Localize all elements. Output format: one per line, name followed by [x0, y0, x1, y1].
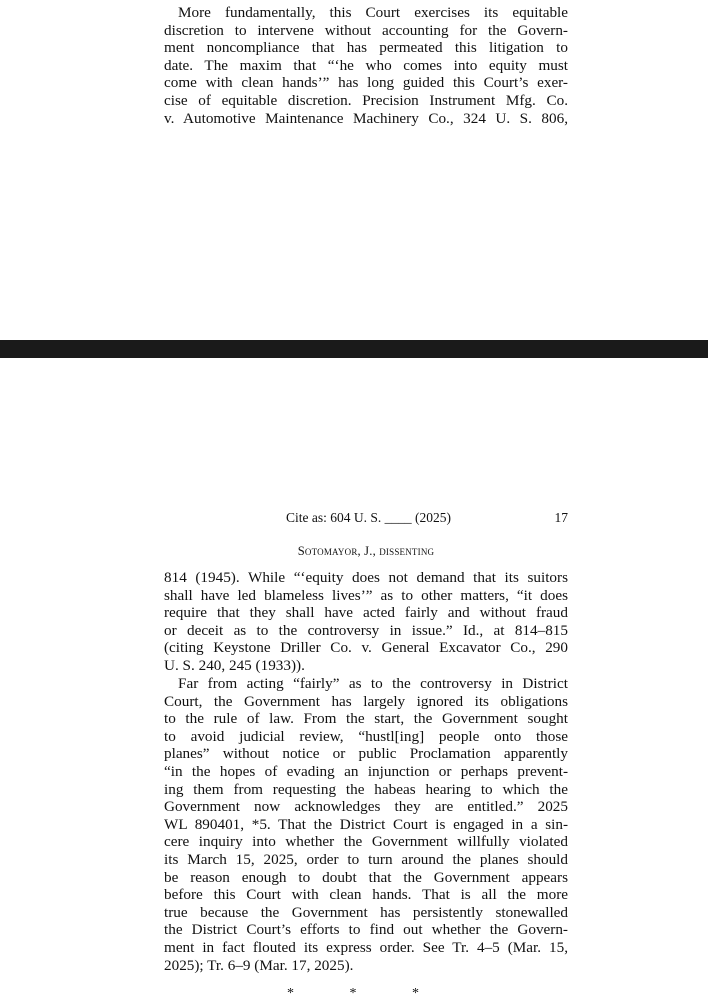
text-line: Court, the Government has largely ignored its obligations — [164, 692, 568, 710]
text-line: its March 15, 2025, order to turn around the planes should — [164, 850, 568, 868]
text-line: ing them from requesting the habeas hearing to which the — [164, 780, 568, 798]
text-line: cere inquiry into whether the Government willfully violated — [164, 833, 568, 851]
text-line: shall have led blameless lives’” as to other matters, “it does — [164, 586, 568, 604]
text-line: to avoid judicial review, “hustl[ing] people onto those — [164, 727, 568, 745]
paragraph-2 — [164, 675, 568, 974]
paragraph-1 — [164, 569, 568, 675]
text-line: Far from acting “fairly” as to the controversy in District — [178, 675, 568, 692]
citation-header: Cite as: 604 U. S. ____ (2025) — [286, 510, 451, 525]
top-page-fragment — [0, 0, 708, 340]
top-paragraph — [164, 4, 568, 127]
text-line: (citing Keystone Driller Co. v. General Excavator Co., 290 — [164, 639, 568, 657]
text-line: Government now acknowledges they are entitled.” 2025 — [164, 798, 568, 816]
text-line: planes” without notice or public Proclamation apparently — [164, 745, 568, 763]
text-line: the District Court’s efforts to find out whether the Govern- — [164, 921, 568, 939]
text-line: true because the Government has persistently stonewalled — [164, 903, 568, 921]
page-divider — [0, 340, 708, 358]
text-line: 814 (1945). While “‘equity does not demand that its suitors — [164, 569, 568, 586]
text-line: ment in fact flouted its express order. See Tr. 4–5 (Mar. 15, — [164, 938, 568, 956]
text-line: before this Court with clean hands. That is all the more — [164, 886, 568, 904]
text-line: ment noncompliance that has permeated this litigation to — [164, 39, 568, 57]
opinion-author-line: Sotomayor, J., dissenting — [297, 544, 435, 558]
text-line: More fundamentally, this Court exercises its equitable — [178, 4, 568, 21]
text-line: U. S. 240, 245 (1933)). — [164, 656, 305, 674]
text-line: date. The maxim that “‘he who comes into equity must — [164, 56, 568, 74]
text-line: be reason enough to doubt that the Government appears — [164, 868, 568, 886]
text-line: come with clean hands’” has long guided this Court’s exer- — [164, 74, 568, 92]
text-line: v. Automotive Maintenance Machinery Co., 324 U. S. 806, — [164, 109, 568, 127]
text-line: “in the hopes of evading an injunction or perhaps prevent- — [164, 762, 568, 780]
text-line: cise of equitable discretion. Precision Instrument Mfg. Co. — [164, 91, 568, 109]
text-line: to the rule of law. From the start, the Government sought — [164, 710, 568, 728]
text-line: require that they shall have acted fairly and without fraud — [164, 604, 568, 622]
text-line: 2025); Tr. 6–9 (Mar. 17, 2025). — [164, 956, 354, 974]
text-line: discretion to intervene without accounting for the Govern- — [164, 21, 568, 39]
text-line: WL 890401, *5. That the District Court is engaged in a sin- — [164, 815, 568, 833]
page-number: 17 — [554, 510, 568, 525]
text-line: or deceit as to the controversy in issue.” Id., at 814–815 — [164, 621, 568, 639]
bottom-page-fragment — [0, 358, 708, 1000]
section-break-asterisks: * * * — [287, 986, 445, 1001]
